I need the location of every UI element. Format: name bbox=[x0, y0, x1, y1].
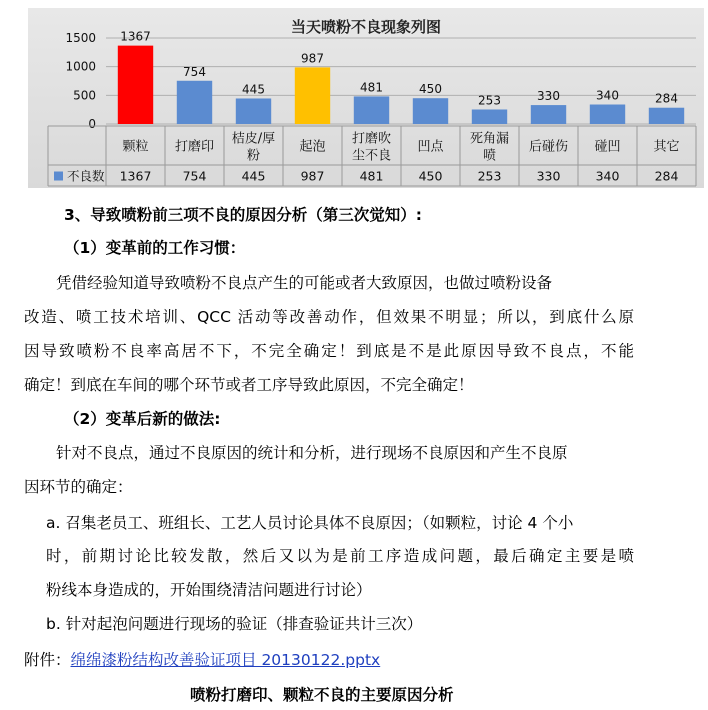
item-a-line1: a. 召集老员工、班组长、工艺人员讨论具体不良原因；（如颗粒，讨论 4 个小 bbox=[46, 514, 574, 532]
para2-line1: 针对不良点，通过不良原因的统计和分析，进行现场不良原因和产生不良原 bbox=[56, 444, 568, 462]
table-value: 754 bbox=[182, 168, 207, 184]
table-value: 987 bbox=[300, 168, 325, 184]
chart-svg bbox=[28, 8, 704, 188]
bar bbox=[177, 81, 212, 124]
legend-series-name: 不良数 bbox=[67, 168, 105, 184]
category-label: 打磨吹 bbox=[351, 131, 392, 147]
category-label: 死角漏 bbox=[469, 131, 510, 147]
category-label: 喷 bbox=[482, 148, 497, 164]
table-value: 481 bbox=[359, 168, 384, 184]
para2-line2: 因环节的确定： bbox=[24, 478, 133, 496]
bar bbox=[295, 67, 330, 124]
y-tick-label: 1000 bbox=[65, 59, 96, 74]
table-value: 1367 bbox=[119, 168, 152, 184]
item-b: b. 针对起泡问题进行现场的验证（排查验证共计三次） bbox=[46, 615, 423, 633]
attachment-link[interactable]: 绵绵漆粉结构改善验证项目 20130122.pptx bbox=[70, 651, 381, 669]
bar-value-label: 445 bbox=[242, 82, 265, 97]
bar-value-label: 1367 bbox=[120, 29, 151, 44]
bar bbox=[590, 105, 625, 124]
bar-value-label: 450 bbox=[419, 82, 442, 97]
y-tick-label: 1500 bbox=[65, 31, 96, 45]
subheading-after: （2）变革后新的做法: bbox=[64, 410, 221, 428]
table-value: 284 bbox=[654, 168, 679, 184]
para1-line4: 确定！到底在车间的哪个环节或者工序导致此原因，不完全确定！ bbox=[24, 376, 474, 394]
table-value: 445 bbox=[241, 168, 266, 184]
category-label: 粉 bbox=[246, 148, 261, 164]
table-value: 330 bbox=[536, 168, 561, 184]
bar bbox=[354, 96, 389, 124]
attachment-row bbox=[24, 650, 380, 670]
category-label: 后碰伤 bbox=[528, 139, 569, 155]
bar-value-label: 330 bbox=[537, 89, 560, 104]
bar bbox=[118, 46, 153, 124]
category-label: 碰凹 bbox=[594, 139, 621, 155]
chart-title: 当天喷粉不良现象列图 bbox=[290, 18, 442, 36]
bar bbox=[236, 98, 271, 124]
item-a-line2: 时，前期讨论比较发散，然后又以为是前工序造成问题，最后确定主要是喷 bbox=[46, 547, 634, 565]
bar-value-label: 253 bbox=[478, 93, 501, 108]
y-tick-label: 0 bbox=[88, 117, 96, 131]
defect-pareto-chart bbox=[28, 8, 704, 188]
category-label: 桔皮/厚 bbox=[231, 131, 276, 147]
subheading-before: （1）变革前的工作习惯： bbox=[64, 239, 246, 257]
bar bbox=[531, 105, 566, 124]
bar-value-label: 340 bbox=[596, 88, 619, 103]
bar bbox=[413, 98, 448, 124]
table-value: 450 bbox=[418, 168, 443, 184]
section-heading: 3、导致喷粉前三项不良的原因分析（第三次觉知）: bbox=[64, 206, 422, 224]
table-value: 340 bbox=[595, 168, 620, 184]
y-tick-label: 500 bbox=[73, 88, 96, 103]
category-label: 尘不良 bbox=[351, 148, 392, 164]
table-value: 253 bbox=[477, 168, 502, 184]
bar bbox=[472, 109, 507, 124]
para1-line2: 改造、喷工技术培训、QCC 活动等改善动作，但效果不明显；所以，到底什么原 bbox=[24, 308, 634, 326]
bottom-title: 喷粉打磨印、颗粒不良的主要原因分析 bbox=[190, 686, 454, 704]
bar bbox=[649, 108, 684, 124]
category-label: 凹点 bbox=[417, 139, 444, 155]
category-label: 颗粒 bbox=[122, 139, 149, 155]
bar-value-label: 754 bbox=[183, 64, 206, 79]
bar-value-label: 284 bbox=[655, 91, 678, 106]
category-label: 起泡 bbox=[299, 139, 326, 155]
bar-value-label: 481 bbox=[360, 80, 383, 95]
category-label: 打磨印 bbox=[174, 139, 215, 155]
attachment-label: 附件： bbox=[24, 651, 71, 669]
legend-swatch bbox=[54, 172, 63, 181]
category-label: 其它 bbox=[653, 139, 680, 155]
item-a-line3: 粉线本身造成的，开始围绕清洁问题进行讨论） bbox=[46, 581, 372, 599]
bar-value-label: 987 bbox=[301, 51, 324, 66]
para1-line1: 凭借经验知道导致喷粉不良点产生的可能或者大致原因，也做过喷粉设备 bbox=[56, 274, 553, 292]
para1-line3: 因导致喷粉不良率高居不下，不完全确定！到底是不是此原因导致不良点，不能 bbox=[24, 342, 634, 360]
